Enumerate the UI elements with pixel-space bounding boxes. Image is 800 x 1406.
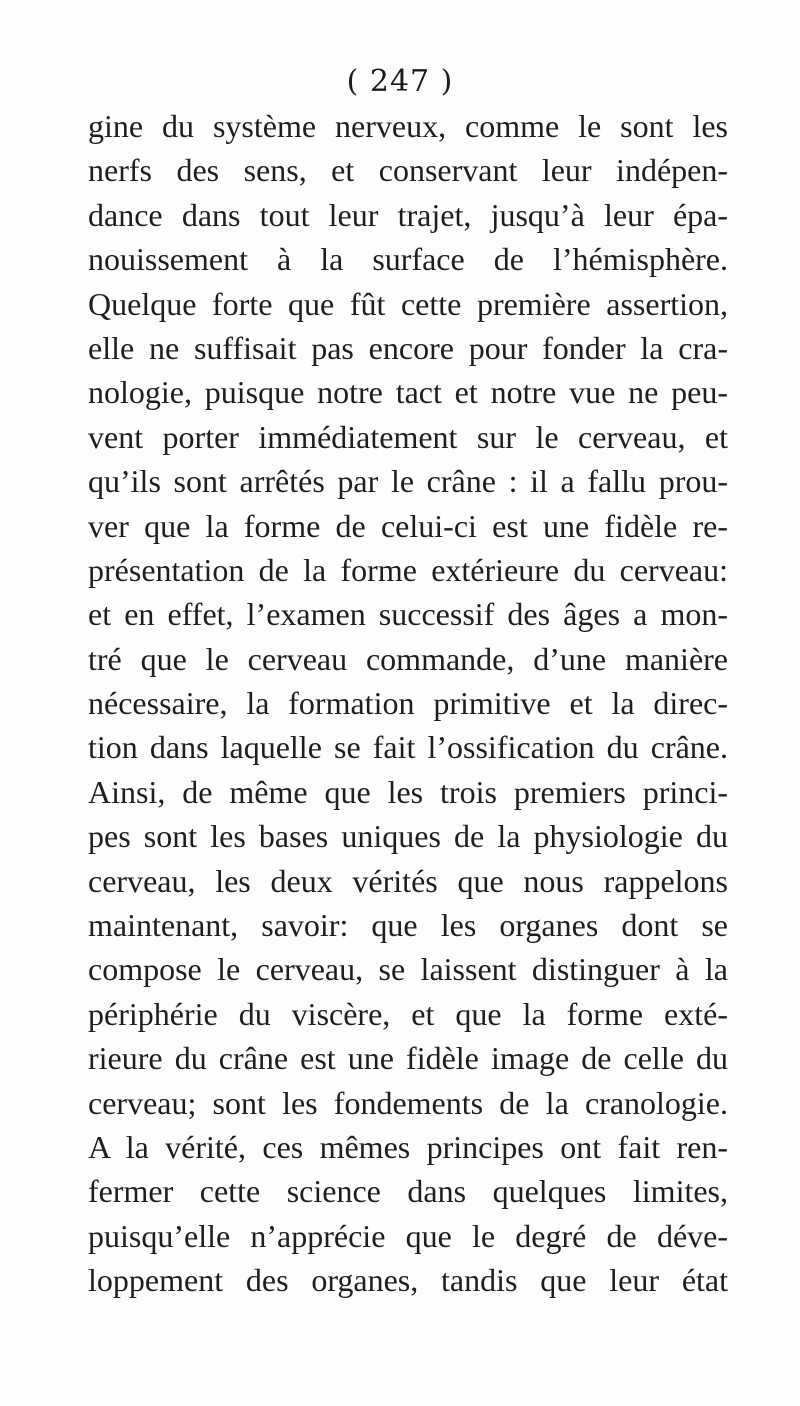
text-line: Quelque forte que fût cette première assertion, [88, 285, 728, 322]
text-line: fermer cette science dans quelques limites, [88, 1173, 728, 1210]
text-line: périphérie du viscère, et que la forme exté- [88, 995, 728, 1032]
text-line: compose le cerveau, se laissent distinguer à la [88, 951, 728, 988]
text-line: nouissement à la surface de l’hémisphère. [88, 241, 728, 278]
text-line: puisqu’elle n’apprécie que le degré de déve- [88, 1217, 728, 1254]
page-number: ( 247 ) [346, 64, 454, 99]
text-line: ver que la forme de celui-ci est une fidèle re- [88, 507, 728, 544]
text-line: tré que le cerveau commande, d’une manière [88, 640, 728, 677]
text-line: elle ne suffisait pas encore pour fonder la cra- [88, 329, 728, 366]
text-line: tion dans laquelle se fait l’ossification du crâne. [88, 729, 728, 766]
text-line: nécessaire, la formation primitive et la direc- [88, 685, 728, 722]
text-line: Ainsi, de même que les trois premiers princi- [88, 773, 728, 810]
text-line: qu’ils sont arrêtés par le crâne : il a fallu prou- [88, 463, 728, 500]
text-line: dance dans tout leur trajet, jusqu’à leur épa- [88, 196, 728, 233]
text-line: nerfs des sens, et conservant leur indépen- [88, 152, 728, 189]
text-line: A la vérité, ces mêmes principes ont fait ren- [88, 1128, 728, 1165]
text-line: rieure du crâne est une fidèle image de celle du [88, 1040, 728, 1077]
text-line: loppement des organes, tandis que leur état [88, 1262, 728, 1299]
body-text [88, 104, 728, 1303]
text-line: vent porter immédiatement sur le cerveau, et [88, 418, 728, 455]
text-line: maintenant, savoir: que les organes dont se [88, 907, 728, 944]
text-line: pes sont les bases uniques de la physiologie du [88, 818, 728, 855]
text-line: cerveau; sont les fondements de la cranologie. [88, 1084, 728, 1121]
text-line: présentation de la forme extérieure du cerveau: [88, 551, 728, 588]
text-line: nologie, puisque notre tact et notre vue ne peu- [88, 374, 728, 411]
text-line: gine du système nerveux, comme le sont les [88, 108, 728, 144]
text-line: et en effet, l’examen successif des âges a mon- [88, 596, 728, 633]
text-line: cerveau, les deux vérités que nous rappelons [88, 862, 728, 899]
